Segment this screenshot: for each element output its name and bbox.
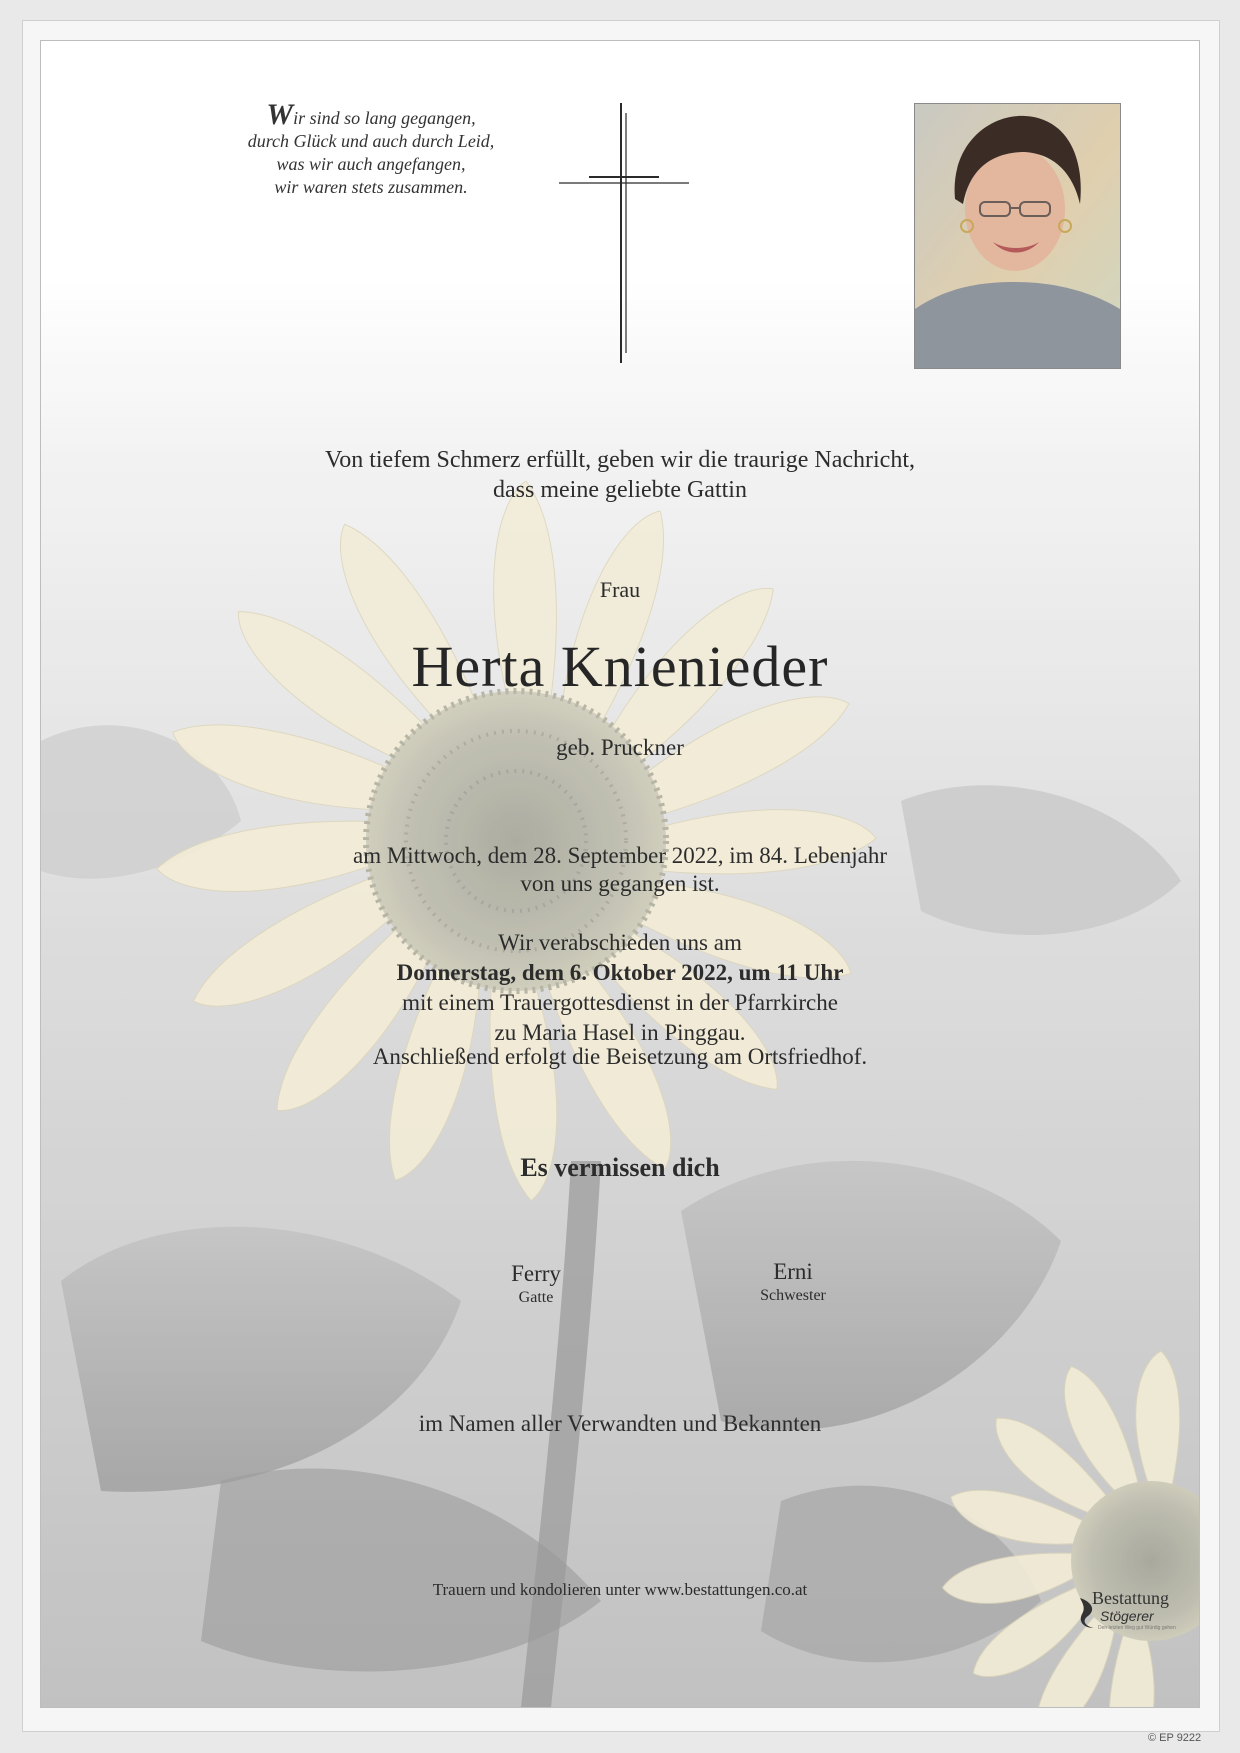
farewell-date: Donnerstag, dem 6. Oktober 2022, um 11 Uhr: [396, 960, 844, 985]
death-line-2: von uns gegangen ist.: [520, 871, 720, 896]
portrait-photo: [914, 103, 1121, 369]
farewell-line-4: zu Maria Hasel in Pinggau.: [494, 1020, 746, 1045]
cross-icon: [559, 103, 689, 363]
obituary-card: [40, 40, 1200, 1708]
farewell-notice: [41, 928, 1199, 1048]
logo-line-1: Bestattung: [1092, 1588, 1169, 1608]
poem: [201, 98, 541, 199]
death-line-1: am Mittwoch, dem 28. September 2022, im 84. Lebenjahr: [353, 843, 887, 868]
poem-line-1: [201, 98, 541, 131]
closing-line: im Namen aller Verwandten und Bekannten: [418, 1411, 822, 1436]
announcement-intro: [41, 445, 1199, 505]
mourners-heading: Es vermissen dich: [520, 1153, 720, 1182]
condolence-footer: Trauern und kondolieren unter www.bestattungen.co.at: [432, 1580, 808, 1599]
mourner-name: Erni: [773, 1259, 813, 1284]
burial-notice: Anschließend erfolgt die Beisetzung am Ortsfriedhof.: [372, 1044, 868, 1069]
poem-line-2: durch Glück und auch durch Leid,: [247, 131, 495, 151]
logo-line-2: Stögerer: [1100, 1608, 1154, 1624]
farewell-line-1: Wir verabschieden uns am: [498, 930, 742, 955]
deceased-name: Herta Knienieder: [411, 634, 829, 699]
mourner-ferry: [436, 1261, 636, 1307]
logo-tagline: Den letzten Weg gut Würdig gehen: [1098, 1625, 1176, 1631]
mourner-erni: [693, 1259, 893, 1305]
farewell-line-3: mit einem Trauergottesdienst in der Pfarrkirche: [402, 990, 838, 1015]
death-notice: [41, 842, 1199, 898]
poem-line-4: wir waren stets zusammen.: [274, 177, 468, 197]
intro-line-1: Von tiefem Schmerz erfüllt, geben wir die traurige Nachricht,: [324, 447, 915, 473]
deceased-title: Frau: [599, 577, 641, 602]
maiden-name: geb. Pruckner: [556, 735, 684, 760]
mourner-relation: Gatte: [518, 1289, 554, 1306]
mourner-relation: Schwester: [760, 1287, 826, 1304]
intro-line-2: dass meine geliebte Gattin: [493, 477, 747, 503]
document-reference: © EP 9222: [1148, 1732, 1202, 1744]
funeral-home-logo: [1078, 1588, 1188, 1640]
poem-line-3: was wir auch angefangen,: [276, 154, 466, 174]
poem-line-1-rest: ir sind so lang gegangen,: [293, 108, 476, 128]
mourner-name: Ferry: [511, 1261, 561, 1286]
poem-initial: W: [266, 98, 294, 131]
